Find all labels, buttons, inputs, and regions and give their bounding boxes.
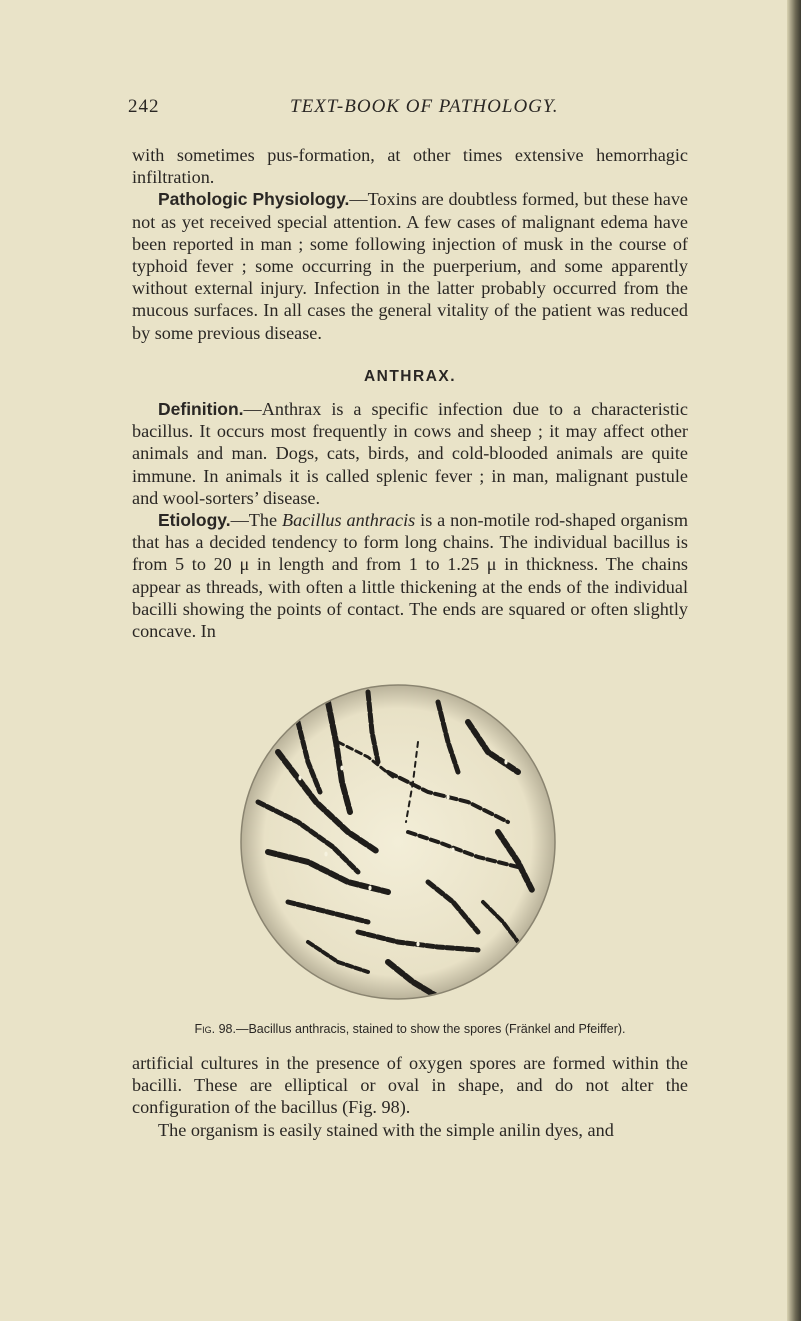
paragraph-pathologic-physiology: Pathologic Physiology.—Toxins are doubtless formed, but these have not as yet received special attention. A few cases of malignant edema have been reported in man ; some following injection of musk in the course of typhoid fever ; some occurring in the puerperium, and some apparently without external injury. Infection in the latter probably occurred from the mucous surfaces. In all cases the general vitality of the patient was reduced by some previous disease. (132, 189, 688, 343)
paragraph-staining: The organism is easily stained with the simple anilin dyes, and (158, 1119, 614, 1140)
figure-caption: Fig. 98.—Bacillus anthracis, stained to show the spores (Fränkel and Pfeiffer). (194, 1022, 626, 1036)
running-head: TEXT-BOOK OF PATHOLOGY. (290, 96, 559, 117)
paragraph-etiology: Etiology.—The Bacillus anthracis is a non-motile rod-shaped organism that has a decided tendency to form long chains. The individual bacillus is from 5 to 20 μ in length and from 1 to 1.25 μ in thickness. The chains appear as threads, with often a little thickening at the ends of the individual bacilli showing the points of contact. The ends are squared or often slightly concave. In (132, 510, 688, 642)
paragraph-definition: Definition.—Anthrax is a specific infection due to a characteristic bacillus. It occurs most frequently in cows and sheep ; it may affect other animals and man. Dogs, cats, birds, and cold-blooded animals are quite immune. In animals it is called splenic fever ; in man, malignant pustule and wool-sorters’ disease. (132, 399, 688, 508)
text-block-anthrax (132, 398, 688, 642)
paragraph-continuation: with sometimes pus-formation, at other times extensive hemorrhagic infiltration. (132, 145, 688, 188)
page-edge (787, 0, 801, 1321)
page-header (128, 96, 688, 126)
heading-definition: Definition. (158, 399, 244, 419)
text-block-bottom (132, 1052, 688, 1141)
heading-pathologic-physiology: Pathologic Physiology. (158, 189, 350, 210)
page-number: 242 (128, 96, 160, 117)
figure-98-micrograph (238, 682, 558, 1002)
section-title: ANTHRAX. (363, 368, 457, 385)
figure-label: Fig. 98. (194, 1022, 236, 1036)
heading-etiology: Etiology. (158, 510, 231, 531)
text-block-top (132, 144, 688, 344)
paragraph-cultures: artificial cultures in the presence of oxygen spores are formed within the bacilli. These are elliptical or oval in shape, and do not alter the configuration of the bacillus (Fig. 98). (132, 1053, 688, 1118)
species-name: Bacillus anthracis (281, 510, 416, 531)
